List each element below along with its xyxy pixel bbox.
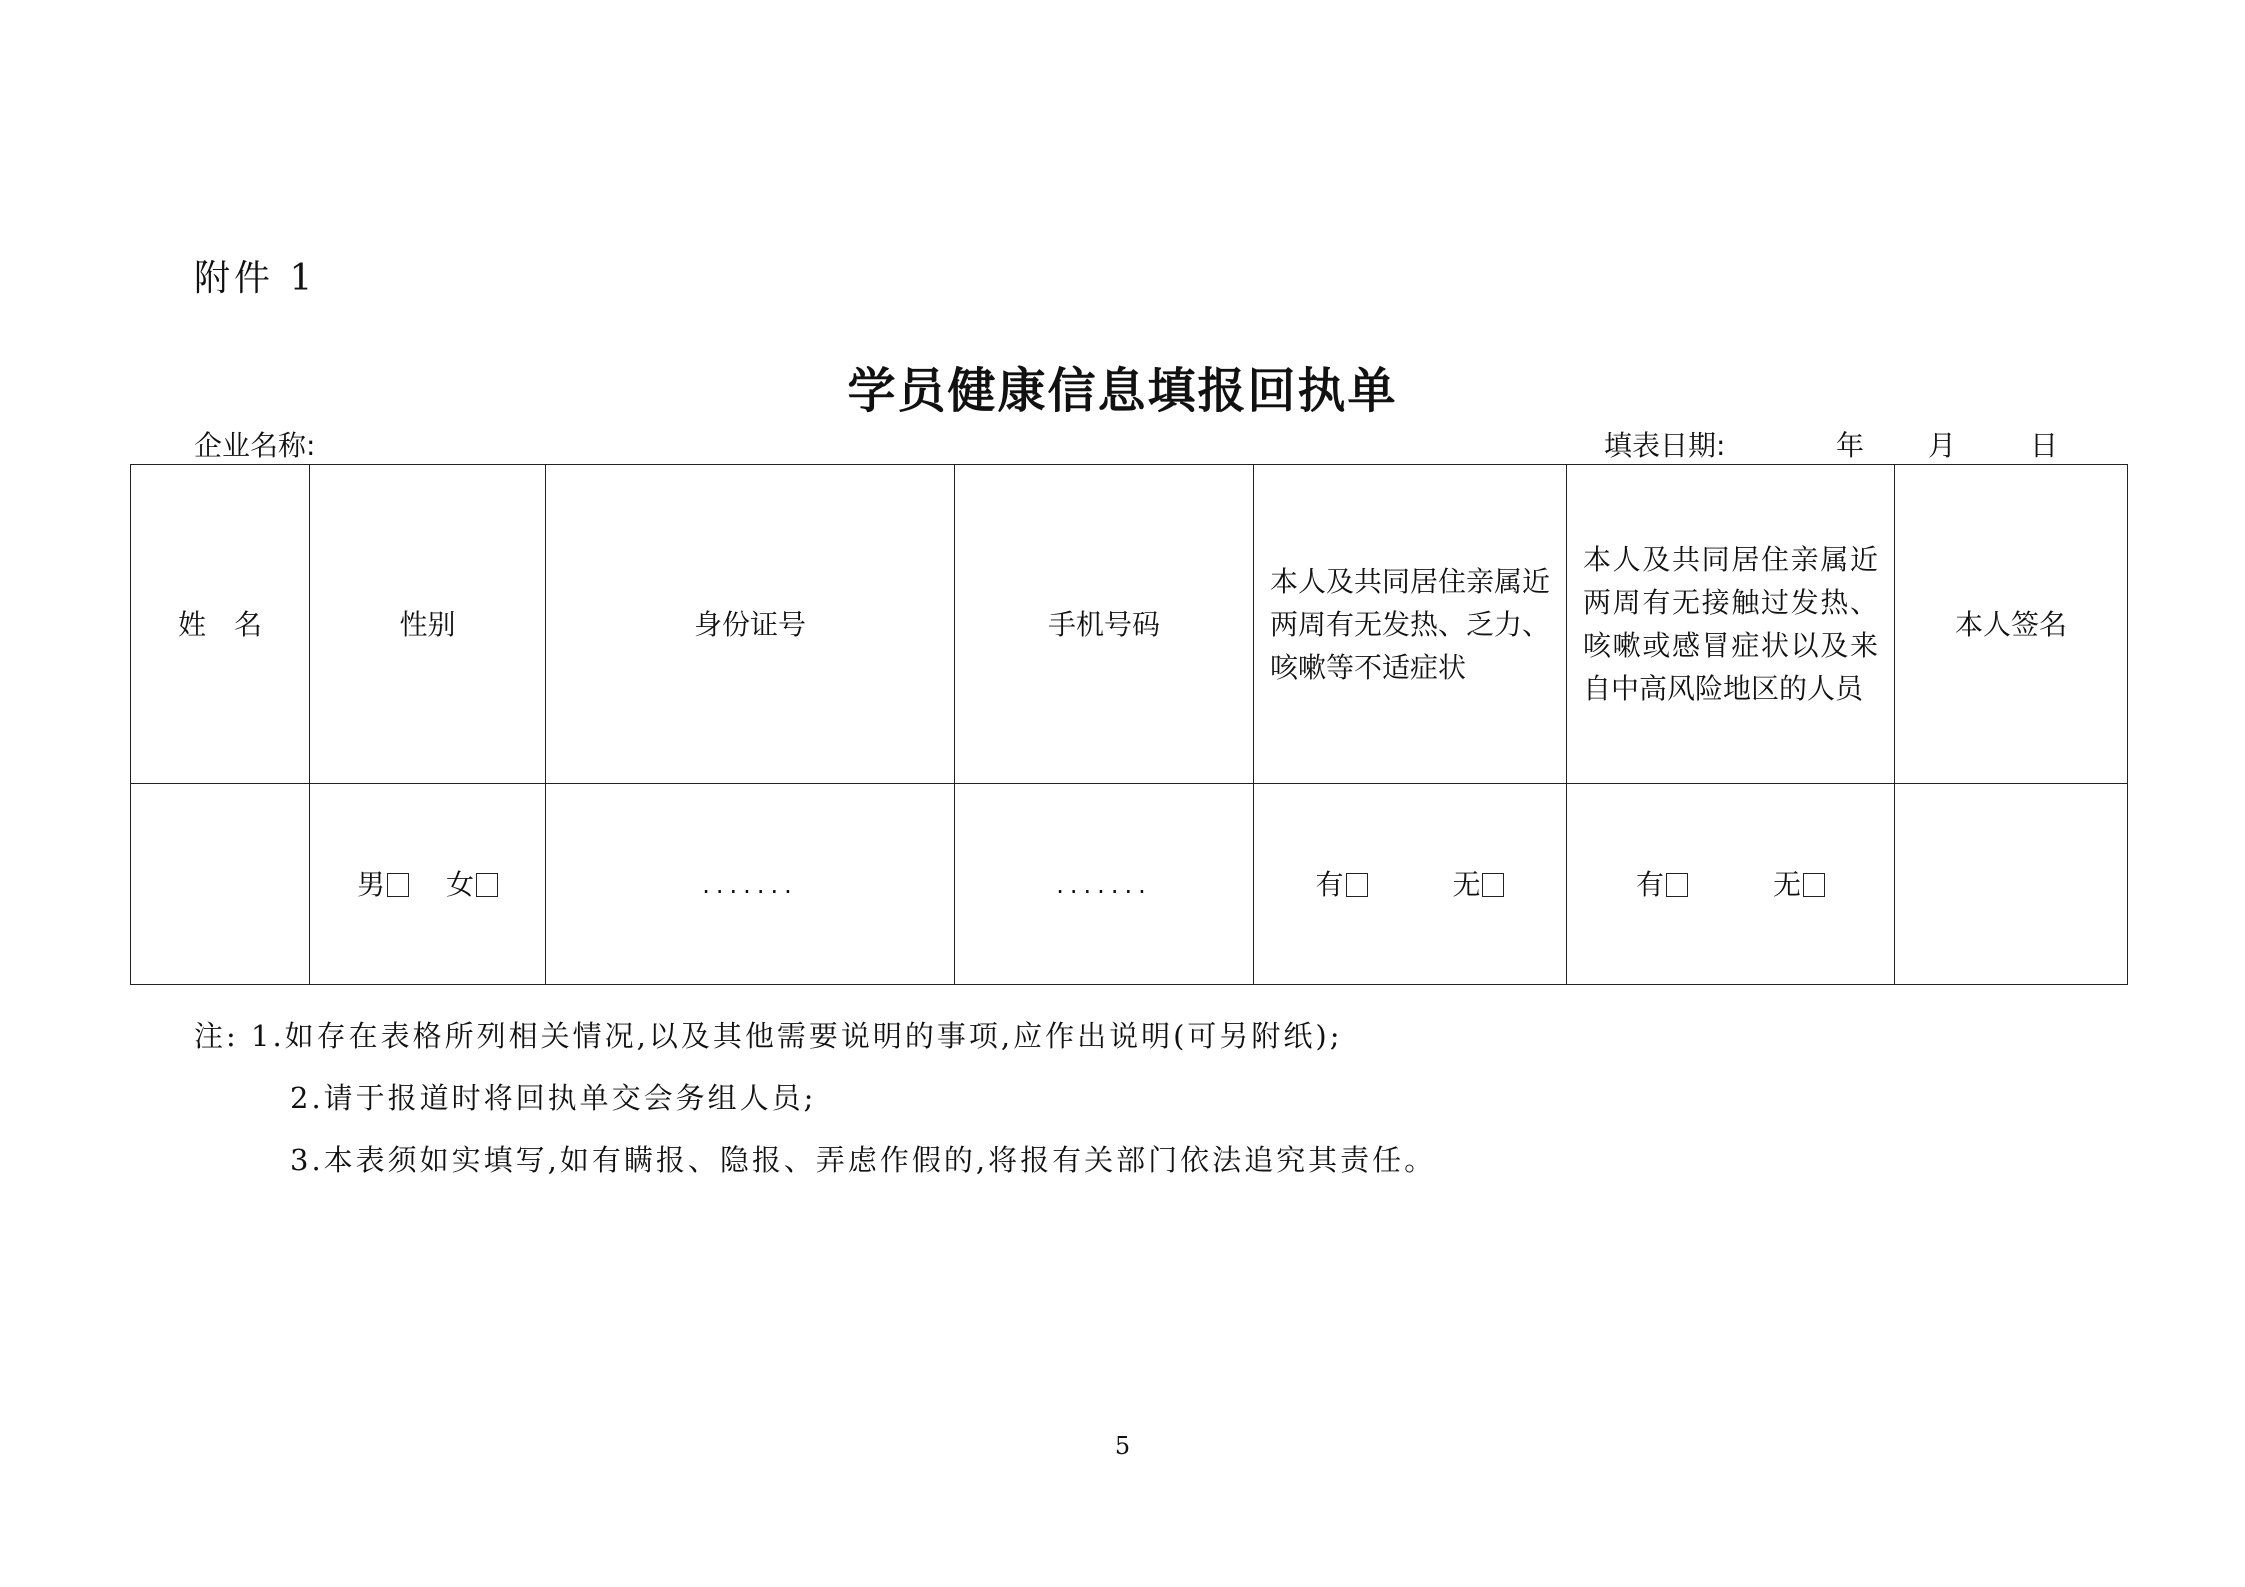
symptoms-yes-checkbox[interactable] (1346, 873, 1368, 897)
gender-cell (310, 784, 546, 985)
header-phone-text: 手机号码 (1047, 607, 1160, 641)
fill-date-label: 填表日期: (1604, 429, 1726, 462)
contact-yes-checkbox[interactable] (1666, 873, 1688, 897)
contact-yes-label: 有 (1636, 867, 1665, 901)
gender-male-label: 男 (357, 867, 386, 901)
gender-male-checkbox[interactable] (387, 873, 409, 897)
form-title: 学员健康信息填报回执单 (847, 363, 1398, 419)
header-id-number (546, 465, 955, 784)
health-info-table (130, 464, 2128, 985)
table-header-row (131, 465, 2128, 784)
table-row (131, 784, 2128, 985)
header-symptoms (1254, 465, 1567, 784)
header-contact-text: 本人及共同居住亲属近两周有无接触过发热、咳嗽或感冒症状以及来自中高风险地区的人员 (1583, 543, 1878, 705)
id-number-cell[interactable] (546, 784, 955, 985)
header-id-number-text: 身份证号 (693, 607, 806, 641)
header-contact (1567, 465, 1895, 784)
header-signature (1895, 465, 2128, 784)
fill-date-year: 年 (1836, 429, 1865, 462)
contact-no-label: 无 (1772, 867, 1801, 901)
symptoms-yes-option[interactable] (1316, 863, 1368, 906)
header-symptoms-text: 本人及共同居住亲属近两周有无发热、乏力、咳嗽等不适症状 (1270, 564, 1551, 684)
header-gender (310, 465, 546, 784)
symptoms-cell (1254, 784, 1567, 985)
symptoms-no-option[interactable] (1452, 863, 1504, 906)
note-line-2: 2.请于报道时将回执单交会务组人员; (290, 1081, 817, 1115)
company-name-label: 企业名称: (194, 429, 316, 462)
phone-placeholder: ....... (1056, 870, 1152, 899)
phone-cell[interactable] (955, 784, 1254, 985)
contact-no-option[interactable] (1773, 863, 1825, 906)
attachment-label: 附件 1 (194, 258, 317, 299)
page-number: 5 (1114, 1432, 1131, 1460)
contact-no-checkbox[interactable] (1803, 873, 1825, 897)
header-name (131, 465, 310, 784)
gender-male-option[interactable] (357, 863, 409, 906)
header-phone (955, 465, 1254, 784)
contact-yes-option[interactable] (1636, 863, 1688, 906)
header-name-text: 姓 名 (177, 607, 262, 641)
symptoms-yes-label: 有 (1315, 867, 1344, 901)
gender-female-label: 女 (445, 867, 474, 901)
symptoms-no-label: 无 (1452, 867, 1481, 901)
note-line-3: 3.本表须如实填写,如有瞒报、隐报、弄虑作假的,将报有关部门依法追究其责任。 (290, 1143, 1437, 1177)
fill-date-month: 月 (1928, 429, 1957, 462)
note-line-1: 注: 1.如存在表格所列相关情况,以及其他需要说明的事项,应作出说明(可另附纸); (194, 1019, 1343, 1053)
gender-female-checkbox[interactable] (476, 873, 498, 897)
symptoms-no-checkbox[interactable] (1482, 873, 1504, 897)
contact-cell (1567, 784, 1895, 985)
fill-date-day: 日 (2030, 429, 2059, 462)
name-cell[interactable] (131, 784, 310, 985)
id-number-placeholder: ....... (702, 870, 798, 899)
gender-female-option[interactable] (446, 863, 498, 906)
signature-cell[interactable] (1895, 784, 2128, 985)
header-gender-text: 性别 (399, 607, 456, 641)
header-signature-text: 本人签名 (1954, 607, 2067, 641)
notes (194, 1005, 1436, 1191)
